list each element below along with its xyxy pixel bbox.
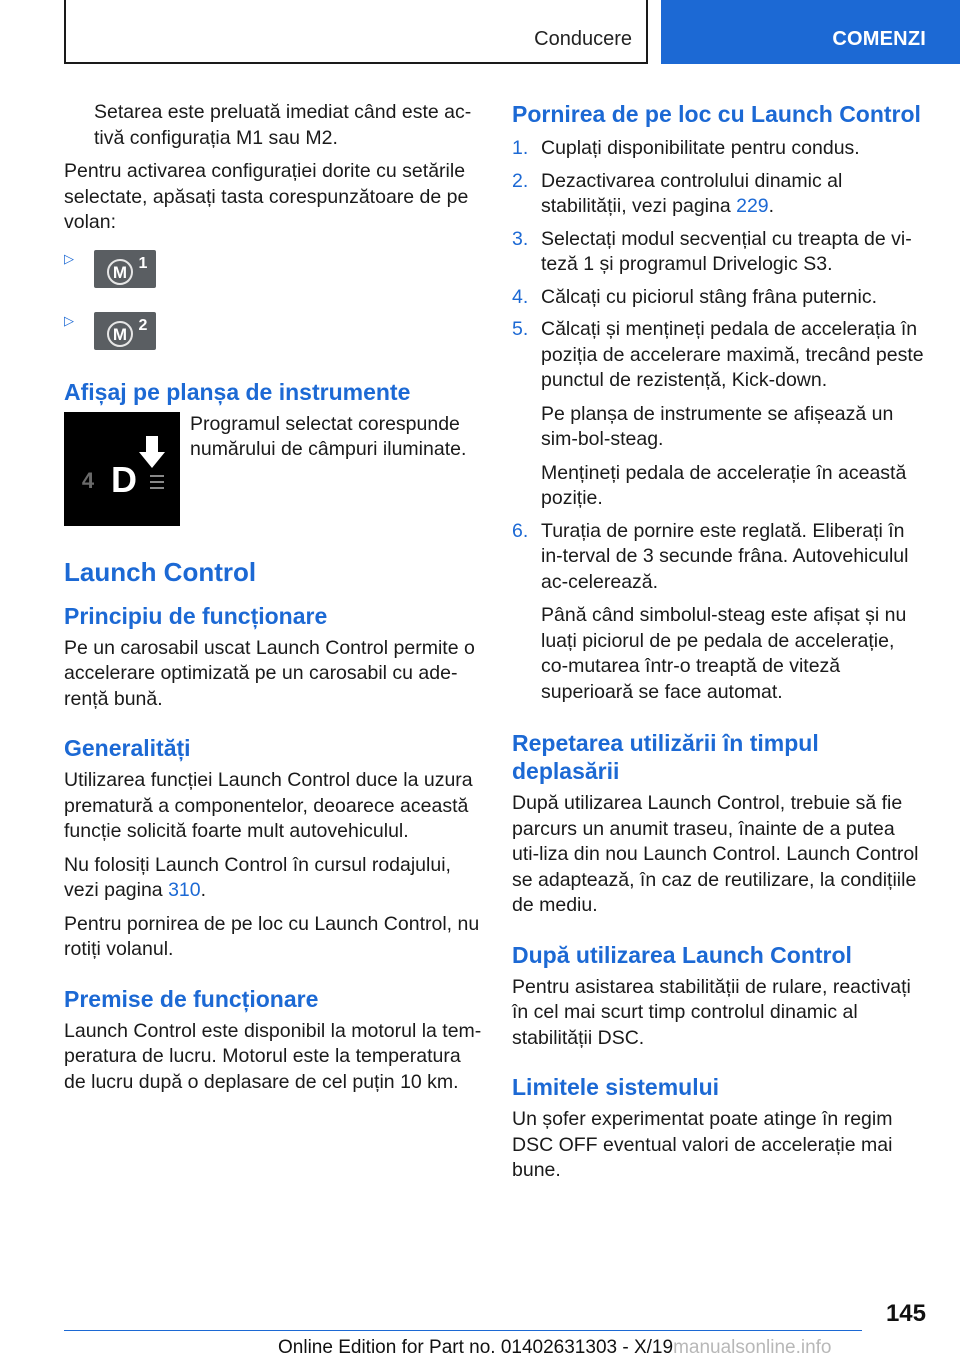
- limits-text: Un șofer experimentat poate atinge în regim DSC OFF eventual valori de accelerație mai bune.: [512, 1108, 893, 1181]
- intro-paragraph: Pentru activarea configurației dorite cu setările selectate, apăsați tasta corespunzătoare de pe volan:: [64, 160, 469, 233]
- footer-divider: [64, 1330, 862, 1331]
- m1-button-letter: M: [112, 262, 128, 282]
- after-heading: După utilizarea Launch Control: [512, 941, 852, 968]
- m2-button-icon: [94, 312, 156, 350]
- launch-control-title: Launch Control: [64, 556, 257, 587]
- m1-button-number: 1: [138, 254, 148, 272]
- page-link-229[interactable]: 229: [736, 195, 769, 217]
- gear-prefix: 4: [81, 467, 95, 493]
- display-row: [64, 412, 484, 526]
- list-item: 6. Turația de pornire este reglată. Eliberați în in-terval de 3 secunde frâna. Autovehiculul ac-celerează. Până când simbolul-steag este afișat și nu luați piciorul de pe pedala de accelerație, co-mutarea într-o treaptă de viteză superioară se face automat.: [512, 519, 909, 703]
- general-text-1: Utilizarea funcției Launch Control duce la uzura prematură a componentelor, deoarece această funcție solicită foarte mult autovehiculul.: [64, 769, 473, 842]
- bullet-m2: [64, 312, 484, 360]
- display-heading: Afișaj pe planșa de instrumente: [64, 378, 411, 405]
- list-item: 3. Selectați modul secvențial cu treapta de vi-teză 1 și programul Drivelogic S3.: [512, 227, 912, 275]
- page-link-310[interactable]: 310: [168, 879, 201, 901]
- principle-text: Pe un carosabil uscat Launch Control permite o accelerare optimizată pe un carosabil cu ade-rență bună.: [64, 636, 475, 710]
- list-item: 1. Cuplați disponibilitate pentru condus.: [512, 137, 860, 159]
- right-column: [512, 100, 926, 1192]
- general-heading: Generalități: [64, 735, 191, 761]
- principle-heading: Principiu de funcționare: [64, 602, 328, 629]
- list-item: 5. Călcați și mențineți pedala de accelerația în poziția de accelerare maximă, trecând peste punctul de rezistență, Kick-down. Pe planșa de instrumente se afișează un sim-bol-steag. Mențineți pedala de accelerație în această poziție.: [512, 318, 924, 509]
- m2-button-number: 2: [138, 316, 148, 334]
- footer-watermark: manualsonline.info: [673, 1337, 832, 1358]
- intro-indented-text: Setarea este preluată imediat când este ac-tivă configurația M1 sau M2.: [94, 101, 472, 149]
- general-text-3: Pentru pornirea de pe loc cu Launch Control, nu rotiți volanul.: [64, 912, 480, 960]
- general-text-2: Nu folosiți Launch Control în cursul rodajului, vezi pagina 310.: [64, 853, 451, 901]
- limits-heading: Limitele sistemului: [512, 1074, 720, 1100]
- list-item: 2. Dezactivarea controlului dinamic al stabilității, vezi pagina 229.: [512, 169, 843, 217]
- header-section-box: [64, 0, 648, 64]
- premise-text: Launch Control este disponibil la motorul la tem-peratura de lucru. Motorul este la temperatura de lucru după o deplasare de cel puțin 10 km.: [64, 1019, 482, 1093]
- premise-heading: Premise de funcționare: [64, 985, 319, 1012]
- header-chapter-tab: [661, 0, 960, 64]
- m1-button-icon: [94, 250, 156, 288]
- display-text: Programul selectat corespunde numărului de câmpuri iluminate.: [190, 412, 467, 460]
- m2-button-letter: M: [112, 324, 128, 344]
- header-section-title: Conducere: [534, 28, 632, 50]
- gear-letter: D: [111, 458, 137, 500]
- header-chapter-title: COMENZI: [832, 28, 926, 50]
- repeat-heading: Repetarea utilizării în timpul deplasării: [512, 730, 819, 784]
- list-item: 4. Călcați cu piciorul stâng frâna puternic.: [512, 285, 878, 308]
- footer-edition: Online Edition for Part no. 01402631303 - X/19manualsonline.info: [278, 1337, 832, 1358]
- left-column: [64, 100, 484, 1103]
- page-number: 145: [885, 1300, 926, 1327]
- triangle-bullet-icon: ▷: [64, 312, 74, 328]
- start-steps-list: [512, 136, 926, 705]
- after-text: Pentru asistarea stabilității de rulare, reactivați în cel mai scurt timp controlul dinamic al stabilității DSC.: [512, 975, 911, 1049]
- bullet-m1: [64, 250, 484, 298]
- down-arrow-icon: [139, 436, 165, 468]
- triangle-bullet-icon: ▷: [64, 250, 74, 266]
- start-heading: Pornirea de pe loc cu Launch Control: [512, 101, 921, 127]
- gear-display-icon: [64, 412, 180, 526]
- repeat-text: După utilizarea Launch Control, trebuie să fie parcurs un anumit traseu, înainte de a putea uti-liza din nou Launch Control. Launch Control se adaptează, în caz de reutilizare, la condițiile de mediu.: [512, 792, 919, 916]
